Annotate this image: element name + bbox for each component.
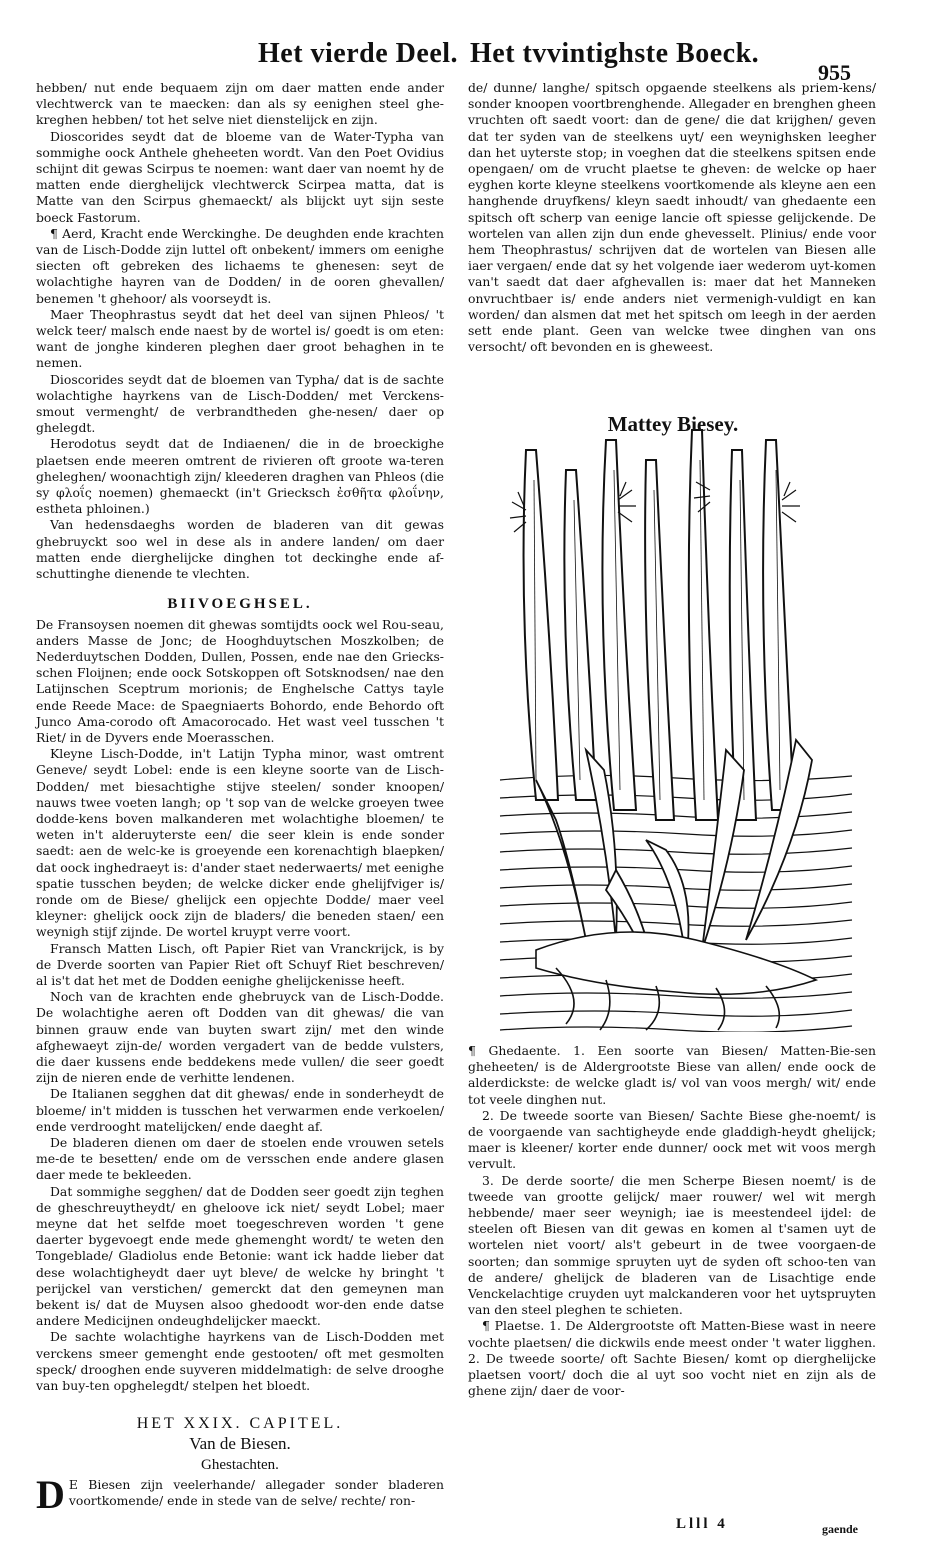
paragraph: De Fransoysen noemen dit ghewas somtijdts oock wel Rou-seau, anders Masse de Jonc; de Hooghduytschen Moszkolben; de Nederduytschen Dodden, Dullen, Possen, ende nae den Griecks-schen Floijnen; ende oock Sotskoppen oft Sotsknodsen/ nae den Latijnschen Sceptrum morionis; de Enghelsche Cattys tayle ende Reede Mace: de Spaegniaerts Bohordo, ende Behordo oft Junco Ama-corodo oft Amacorocado. Het wast veel tusschen 't Riet/ in de Dyvers ende Moerasschen. (36, 616, 444, 745)
chapter-first-paragraph (36, 1471, 444, 1517)
section-heading: BIIVOEGHSEL. (167, 596, 313, 613)
paragraph: 2. De tweede soorte van Biesen/ Sachte Biese ghe-noemt/ is de voorgaende van sachtigheyde ende gladdigh-heydt ghelijck; maer is kleener/ korter ende dunner/ oock met wit voos mergh vervult. (468, 1107, 876, 1172)
running-head-left: Het vierde Deel. (258, 38, 459, 69)
right-column-top (468, 80, 876, 355)
catchword: gaende (822, 1522, 858, 1536)
paragraph: De Italianen segghen dat dit ghewas/ ende in sonderheydt de bloeme/ in't midden is tusschen het verwarmen ende verkoelen/ ende verdrooght matelijcken/ ende daeght af. (36, 1086, 444, 1134)
paragraph: de/ dunne/ langhe/ spitsch opgaende steelkens als priem-kens/ sonder knoopen voortbrenghende. Allegader en brenghen gheen vruchten oft saedt voort: dan de gene/ die dat krijghen/ geven dat ter syden van de steelkens uyt/ een weynighsken leegher dan het uyterste stop; in voeghen dat die steelkens spitsen ende opengaen/ om de vrucht plaetse te gheven: de welcke op haer eyghen korte kleyne steelkens voortkomende als kleyne aen een hanghende druyfkens/ kleyn saedt inhoudt/ van ghedaente een spitsch oft scherp van eenige lancie oft spiesse gelijckende. De wortelen van allen zijn dun ende ghevesselt. Plinius/ ende voor hem Theophrastus/ schrijven dat de wortelen van Biesen alle iaer vergaen/ ende dat sy het volgende iaer wederom uyt-komen van't saedt dat daer afghevallen is: maer dat het Manneken onvruchtbaer is/ ende anders niet vermenigh-vuldigt en kan worden/ dan alsmen dat met het spitsch om leegh in der aerden sett ende plant. Geen van welcke twee dinghen van ons versocht/ oft bevonden en is gheweest. (468, 80, 876, 355)
left-column (36, 80, 444, 1517)
figure-title: Mattey Biesey. (607, 412, 739, 436)
paragraph: Dioscorides seydt dat de bloeme van de Water-Typha van sommighe oock Anthele gheheeten wordt. Van den Poet Ovidius schijnt dit gewas Scirpus te noemen: want daer van noemt hy de matten ende dierghelijck vlechtwerck Scirpea matta, dat is Matte van den Scirpus ghemaeckt/ als blijckt uyt sijn seste boeck Fastorum. (36, 128, 444, 225)
signature-mark: Llll 4 (676, 1516, 728, 1532)
paragraph-text: E Biesen zijn veelerhande/ allegader sonder bladeren voortkomende/ ende in stede van de selve/ rechte/ ron- (68, 1476, 444, 1509)
chapter-title: Van de Biesen. (189, 1434, 291, 1454)
paragraph: Dioscorides seydt dat de bloemen van Typha/ dat is de sachte wolachtighe hayrkens van de Lisch-Dodden/ met Verckens-smout vermenght/ de verbrandtheden ghe-nesen/ daer op ghelegdt. (36, 371, 444, 436)
woodcut-illustration-bulrushes (496, 420, 856, 1032)
rush-stems (524, 430, 794, 820)
paragraph: Herodotus seydt dat de Indiaenen/ die in de broeckighe plaetsen ende meeren omtrent de rivieren oft groote wa-teren gheleghen/ woonachtigh zijn/ kleederen draghen van Phleos (die sy φλοΐς noemen) ghemaeckt (in't Griecksch ἐσθῆτα φλοΐνην, estheta phloinen.) (36, 436, 444, 517)
paragraph: Dat sommighe segghen/ dat de Dodden seer goedt zijn teghen de gheschreuytheydt/ en gheloove ick niet/ seydt Lobel; maer meyne dat het selfde moet toegeschreven worden 't gene daerter bygevoegt ende mede ghemenght wordt/ te weten den Tongeblade/ Gladiolus ende Betonie: want ick hadde lieber dat dese wolachtigheydt daer uyt bleve/ de welcke hy bringht 't perijckel van verstichen/ gemerckt dat den gemeynen man bekent is/ dat de Muysen alsoo ghedoodt wor-den ende datse andere Medicijnen ondeughdelijcker maeckt. (36, 1183, 444, 1329)
paragraph: ¶ Ghedaente. 1. Een soorte van Biesen/ Matten-Bie-sen gheheeten/ is de Aldergrootste Biese van allen/ ende oock de alderdickste: de welcke gladt is/ vol van voos mergh/ wit/ ende tot veele dinghen nut. (468, 1043, 876, 1107)
right-column-bottom (468, 1043, 876, 1399)
page-number: 955 (818, 60, 851, 85)
chapter-subheading: Ghestachten. (201, 1456, 279, 1473)
paragraph: De sachte wolachtighe hayrkens van de Lisch-Dodden met verckens smeer gemenght ende gestooten/ oft met gesmolten speck/ drooghen ende suyveren middelmatigh: de selve drooghe van buy-ten opghelegdt/ stelpen het bloedt. (36, 1329, 444, 1394)
running-head-right: Het tvvintighste Boeck. (470, 38, 760, 69)
paragraph: 3. De derde soorte/ die men Scherpe Biesen noemt/ is de tweede van grootte gelijck/ maer rouwer/ wel wit mergh hebbende/ maer seer weynigh; iae is meestendeel ijdel: de steelen oft Biesen van dit gewas en komen al t'samen uyt de wortelen niet voort/ als't gebeurt in de twee voorgaen-de soorten; dan sommige spruyten uyt de syden oft schoo-ten van de andere/ ghelijck de bladeren van de Lisachtige ende Venckelachtige cruyden uyt malckanderen voor het uytspruyten van den steel pleghen te schieten. (468, 1172, 876, 1318)
paragraph: Van hedensdaeghs worden de bladeren van dit gewas ghebruyckt soo wel in dese als in andere landen/ om daer matten ende dierghelijcke dinghen tot deckinghe ende af-schuttinghe dienende te vlechten. (36, 517, 444, 582)
paragraph: Kleyne Lisch-Dodde, in't Latijn Typha minor, wast omtrent Geneve/ seydt Lobel: ende is een kleyne soorte van de Lisch-Dodden/ met biesachtighe stijve steelen/ sonder knoopen/ nauws twee voeten langh; op 't sop van de welcke groeyen twee dodde-kens boven malkanderen met wolachtighe bloemen/ te weten in't alderuyterste een/ die seer klein is ende sonder saedt: aen de welc-ke is groeyende een korenachtigh blaepken/ dat oock inghedraeyt is: d'ander staet nederwaerts/ met eenighe spatie tusschen beyden; de welcke dicker ende ghelijfviger is/ ronde om de Biese/ ghelijck een opjechte Dodde/ maer veel kleyner: ghelijck oock zijn de bladers/ die beneden staen/ een weynigh stijf zijnde. De wortel kruypt verre voort. (36, 746, 444, 940)
paragraph: Maer Theophrastus seydt dat het deel van sijnen Phleos/ 't welck teer/ malsch ende naest by de wortel is/ goedt is om eten: want de jonghe kinderen pleghen daer groot behaghen in te nemen. (36, 306, 444, 371)
paragraph: ¶ Plaetse. 1. De Aldergrootste oft Matten-Biese wast in neere vochte plaetsen/ die dickwils ende meest onder 't water ligghen. 2. De tweede soorte/ oft Sachte Biesen/ komt op dierghelijcke plaetsen voort/ doch die al uyt soo vocht niet en zijn als de ghene zijn/ daer de voor- (468, 1318, 876, 1399)
paragraph: Fransch Matten Lisch, oft Papier Riet van Vranckrijck, is by de Dverde soorten van Papier Riet oft Schuyf Riet beschreven/ al is't dat het met de Dodden eenighe ghelijckenisse heeft. (36, 940, 444, 988)
drop-capital: D (36, 1471, 65, 1517)
paragraph: ¶ Aerd, Kracht ende Werckinghe. De deughden ende krachten van de Lisch-Dodde zijn luttel oft onbekent/ immers om eenighe siecten oft gebreken des lichaems te ghenesen: seyt de wolachtighe hayren van de Dodden/ in de ooren ghevallen/ benemen 't ghehoor/ als voorseydt is. (36, 225, 444, 306)
paragraph: Noch van de krachten ende ghebruyck van de Lisch-Dodde. De wolachtighe aeren oft Dodden van dit ghewas/ die van binnen grauw ende van buyten swart zijn/ met den winde afghewaeyt zijn-de/ worden vergadert van de bedde vulsters, die daer kussens ende beddekens mede vullen/ die seer goedt zijn de nieren ende de verhitte lendenen. (36, 989, 444, 1086)
chapter-heading: HET XXIX. CAPITEL. (136, 1415, 344, 1433)
paragraph: hebben/ nut ende bequaem zijn om daer matten ende ander vlechtwerck van te maecken: dan als sy eenighen steel ghe-kreghen hebben/ tot het selve niet dienstelijck en zijn. (36, 80, 444, 128)
paragraph: De bladeren dienen om daer de stoelen ende vrouwen setels me-de te besetten/ ende om de versschen ende andere glasen daer mede te bekleeden. (36, 1135, 444, 1183)
rootstock (536, 932, 816, 1030)
